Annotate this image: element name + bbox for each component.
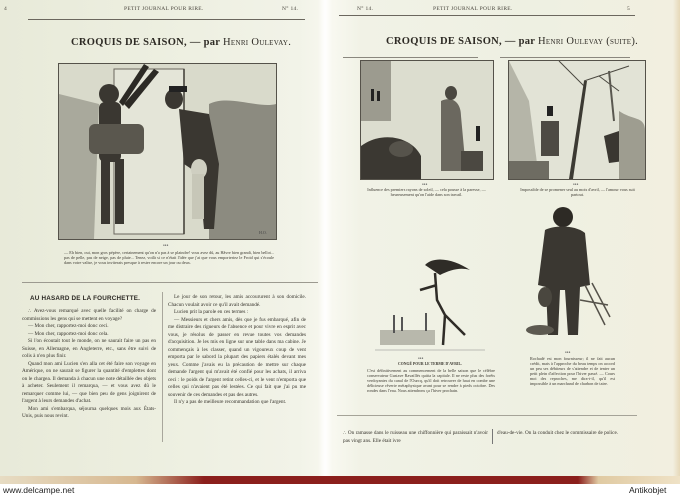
right-issue-number: N° 14. — [357, 6, 374, 12]
column-divider — [162, 292, 163, 442]
illustration-mark: ●●● — [422, 182, 428, 186]
main-caption: — Eh bien, oui, mon gros pépère, certainement qu'on n'a pas à se plaindre! vous avez dû, au Hâvre bien grandi, bien bellot... pas de pelle, pas de neige, pas de pluie... Tenez, voilà si ce n'était l'idée que j'ai que vous emporteriez le Froid qui s'écoule dans votre valise, je vous inviterais presque à rester encore un jour ou deux. — [64, 250, 274, 265]
caption-heading-wind: CONGÉ POUR LE TERME D'AVRIL. — [398, 362, 462, 366]
title-author: Henri Oulevay (suite). — [538, 36, 639, 47]
column-divider — [492, 429, 493, 444]
left-column-2 — [168, 294, 306, 407]
watermark-antikobjet: Antikobjet — [629, 485, 667, 495]
title-author: Henri Oulevay. — [223, 37, 292, 48]
right-running-head: PETIT JOURNAL POUR RIRE. — [433, 6, 513, 12]
left-page-title — [71, 37, 291, 48]
left-page-number: 4 — [4, 6, 8, 12]
title-main: CROQUIS DE SAISON, — par — [386, 36, 539, 47]
paragraph: Mon ami s'embarqua, séjourna quelques mois aux États-Unis, puis nous revint. — [22, 405, 156, 419]
paragraph: Quand mon ami Lucien s'en alla cet été faire son voyage en Amérique, on ne saurait se figurer la quantité d'emplettes dont on le chargea. Il demanda à chacun une note détaillée des objets à acheter. Seulement il remarqua, — et vous avez dû le remarquer comme lui, — que bien peu de gens joignirent de l'argent à leurs demandes d'achat. — [22, 360, 156, 404]
bottom-text-left: ∴ On ramasse dans le ruisseau une chiffonnière qui paraissait n'avoir pas vingt ans. Elle était ivre — [343, 430, 488, 444]
illustration-interior — [360, 60, 494, 180]
header-rule — [339, 15, 635, 16]
left-issue-number: N° 14. — [282, 6, 299, 12]
bottom-rule — [337, 415, 637, 416]
paragraph: — Mon cher, rapportez-moi donc cela. — [28, 330, 109, 337]
title-rule — [343, 57, 478, 58]
paragraph: Lucien prit la parole en ces termes : — [174, 309, 249, 315]
right-page-number: 5 — [627, 6, 631, 12]
section-rule — [22, 282, 318, 283]
paragraph: — Mon cher, rapportez-moi donc ceci. — [28, 323, 109, 329]
paragraph: — Messieurs et chers amis, dès que je fus embarqué, afin de me distraire des rigueurs de l'absence et pour vivre en esprit avec vous, je résolus de passer en revue toutes vos demandes d'acquisition. Je les mis en ligne sur une table dans ma cabine. Je commençais à les classer, quand un vigoureux coup de vent emporta par le sabord la plupart des papiers étalés devant mes yeux. Comme j'avais eu la précaution de mettre sur chaque demande l'argent qui m'avait été confié pour les achats, il arriva ceci : le poids de l'argent retint celles-ci, et le vent n'emporta que celles qui n'avaient pas été lestées. Ce qui fait que j'ai pu me souvenir de ces demandes et pas des autres. — [168, 316, 306, 398]
illustration-mark: ●●● — [163, 243, 169, 247]
paragraph: ∴ Avez-vous remarqué avec quelle facilité on charge de commissions les gens qui se mettent en voyage? — [22, 308, 156, 322]
paragraph: Il n'y a pas de meilleure recommandation que l'argent. — [174, 399, 287, 405]
left-column-1 — [22, 308, 156, 421]
illustration-doorway-scene — [59, 64, 276, 239]
illustration-garden — [508, 60, 646, 180]
header-rule — [28, 19, 305, 20]
bottom-text-right: d'eau-de-vie. On la conduit chez le commissaire de police. — [497, 430, 619, 436]
illustration-wind-figure — [375, 255, 485, 355]
illustration-mark: ●●● — [573, 182, 579, 186]
illustration-mark: ●●● — [565, 350, 571, 354]
left-page — [0, 0, 325, 478]
right-page — [325, 0, 680, 478]
title-rule — [500, 57, 630, 58]
left-running-head: PETIT JOURNAL POUR RIRE. — [124, 6, 204, 12]
caption-coal-merchant: Rochadé est mon fournisseur; il ne fait aucun crédit, mais à l'approche du beau temps on accord un peu ses débiteurs de s'attendre et de tenter un petit plein d'affection pour l'hiver passé. — Cours moi des reproches, me dira-t-il, qu'il est impossible à un marchand de charbon de taire. — [530, 356, 615, 386]
title-main: CROQUIS DE SAISON, — par — [71, 37, 224, 48]
section-heading: AU HASARD DE LA FOURCHETTE. — [30, 295, 141, 302]
binding-edge — [0, 476, 680, 484]
right-page-title — [386, 36, 638, 47]
illustration-signature: H.O. — [259, 230, 267, 235]
watermark-delcampe: www.delcampe.net — [3, 485, 75, 495]
paragraph: Si l'on écoutait tout le monde, on ne saurait faire un pas en Suisse, en Allemagne, en Angleterre, etc., sans être suivi de colis à n'en plus finir. — [22, 338, 156, 359]
illustration-mark: ●●● — [418, 356, 424, 360]
main-illustration — [58, 63, 277, 240]
book-gutter — [318, 0, 332, 478]
illustration-coal-merchant — [520, 205, 620, 345]
caption-interior: Influence des premiers rayons de soleil, — cela pousse à la paresse, — heureusement qu'on l'aide dans son travail. — [367, 187, 486, 197]
caption-garden: Impossible de se promener seul au mois d'avril, — l'amour vous suit partout. — [520, 187, 635, 197]
caption-wind: C'est définitivement au commencement de la belle saison que le célèbre conservateur Gustave Ravaillés quitta la capitale. Il ne reste plus des forêts verdoyantes du canal de l'Ourcq, qu'il doit retrouver de haut en combe une délicieuse rêverie métaphysique avant pour se rendre à pieds octobre. Des rondes dans l'eau. Nous attendrons ça l'hiver prochain. — [367, 368, 495, 393]
paragraph: Le jour de son retour, les amis accoururent à son domicile. Chacun voulait avoir ce qu'il avait demandé. — [168, 294, 306, 308]
